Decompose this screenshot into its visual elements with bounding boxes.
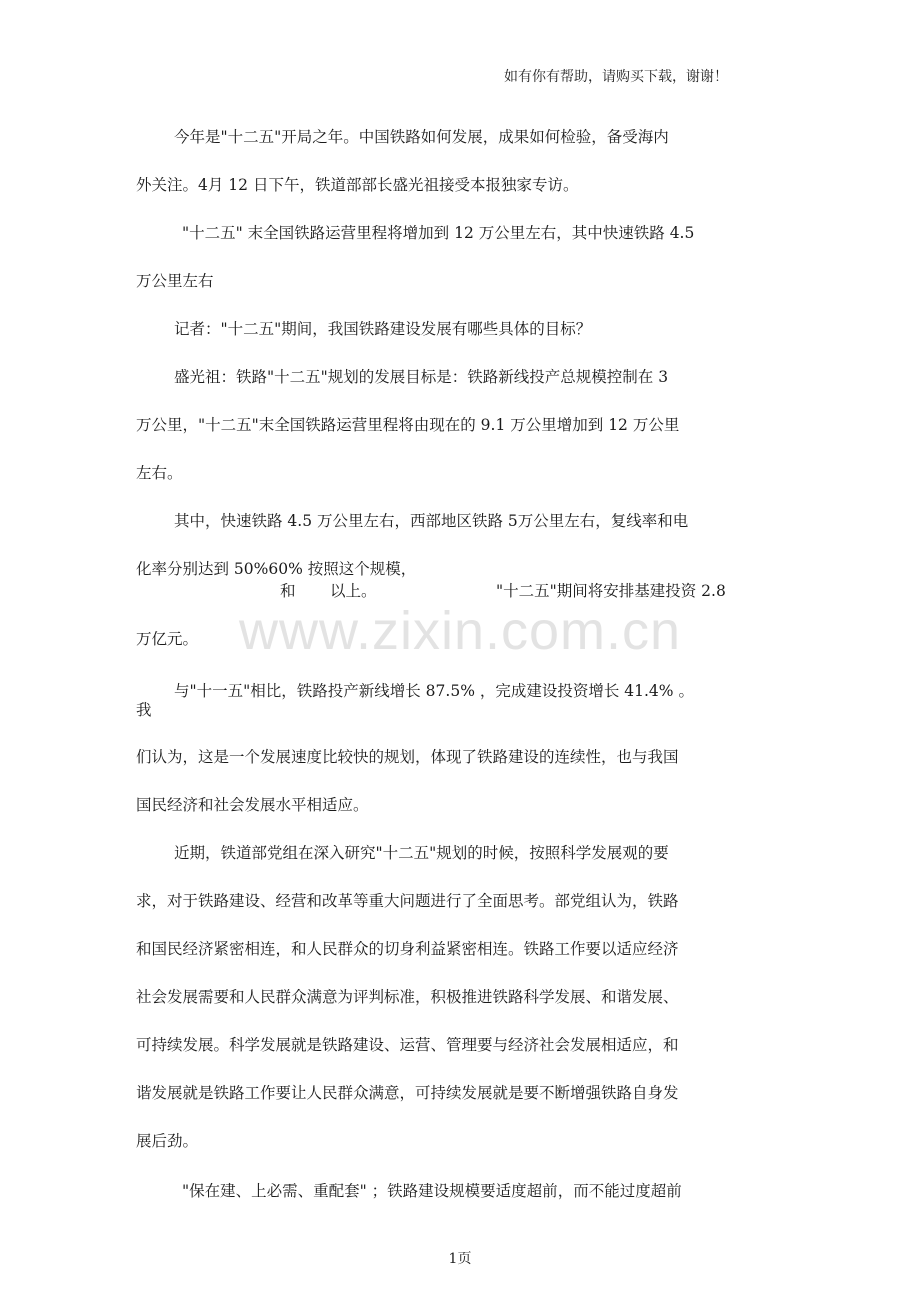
paragraph-line: "十二五"期间将安排基建投资 2.8 [496, 582, 726, 600]
paragraph-line: 我 [136, 701, 152, 719]
paragraph-line: 国民经济和社会发展水平相适应。 [136, 796, 369, 814]
paragraph-line: 社会发展需要和人民群众满意为评判标准，积极推进铁路科学发展、和谐发展、 [136, 988, 679, 1006]
paragraph-line: 化率分别达到 50%60% 按照这个规模， [136, 560, 417, 578]
paragraph-line: "保在建、上必需、重配套" ；铁路建设规模要适度超前，而不能过度超前 [182, 1182, 682, 1200]
paragraph-line: "十二五" 末全国铁路运营里程将增加到 12 万公里左右，其中快速铁路 4.5 [182, 224, 695, 242]
paragraph-line: 求，对于铁路建设、经营和改革等重大问题进行了全面思考。部党组认为，铁路 [136, 892, 679, 910]
paragraph-line: 可持续发展。科学发展就是铁路建设、运营、管理要与经济社会发展相适应，和 [136, 1036, 679, 1054]
paragraph-line: 记者："十二五"期间，我国铁路建设发展有哪些具体的目标？ [174, 320, 592, 338]
paragraph-line: 万公里左右 [136, 272, 214, 290]
paragraph-line: 万公里，"十二五"末全国铁路运营里程将由现在的 9.1 万公里增加到 12 万公里 [136, 416, 680, 434]
paragraph-line: 以上。 [330, 582, 377, 600]
paragraph-line: 和国民经济紧密相连，和人民群众的切身利益紧密相连。铁路工作要以适应经济 [136, 940, 679, 958]
header-note: 如有你有帮助，请购买下载，谢谢！ [504, 69, 728, 85]
watermark-text: www.zixin.com.cn [238, 601, 682, 661]
paragraph-line: 和 [280, 582, 296, 600]
paragraph-line: 外关注。4月 12 日下午，铁道部部长盛光祖接受本报独家专访。 [136, 176, 579, 194]
page-number: 1页 [448, 1251, 472, 1267]
paragraph-line: 展后劲。 [136, 1132, 199, 1150]
paragraph-line: 近期，铁道部党组在深入研究"十二五"规划的时候，按照科学发展观的要 [174, 844, 669, 862]
paragraph-line: 谐发展就是铁路工作要让人民群众满意，可持续发展就是要不断增强铁路自身发 [136, 1084, 679, 1102]
paragraph-line: 万亿元。 [136, 630, 199, 648]
paragraph-line: 盛光祖：铁路"十二五"规划的发展目标是：铁路新线投产总规模控制在 3 [174, 368, 669, 386]
paragraph-line: 其中，快速铁路 4.5 万公里左右，西部地区铁路 5万公里左右，复线率和电 [174, 512, 689, 530]
paragraph-line: 们认为，这是一个发展速度比较快的规划，体现了铁路建设的连续性，也与我国 [136, 748, 679, 766]
paragraph-line: 今年是"十二五"开局之年。中国铁路如何发展，成果如何检验，备受海内 [174, 128, 669, 146]
paragraph-line: 左右。 [136, 464, 183, 482]
paragraph-line: 与"十一五"相比，铁路投产新线增长 87.5% ，完成建设投资增长 41.4% 。 [174, 682, 694, 700]
